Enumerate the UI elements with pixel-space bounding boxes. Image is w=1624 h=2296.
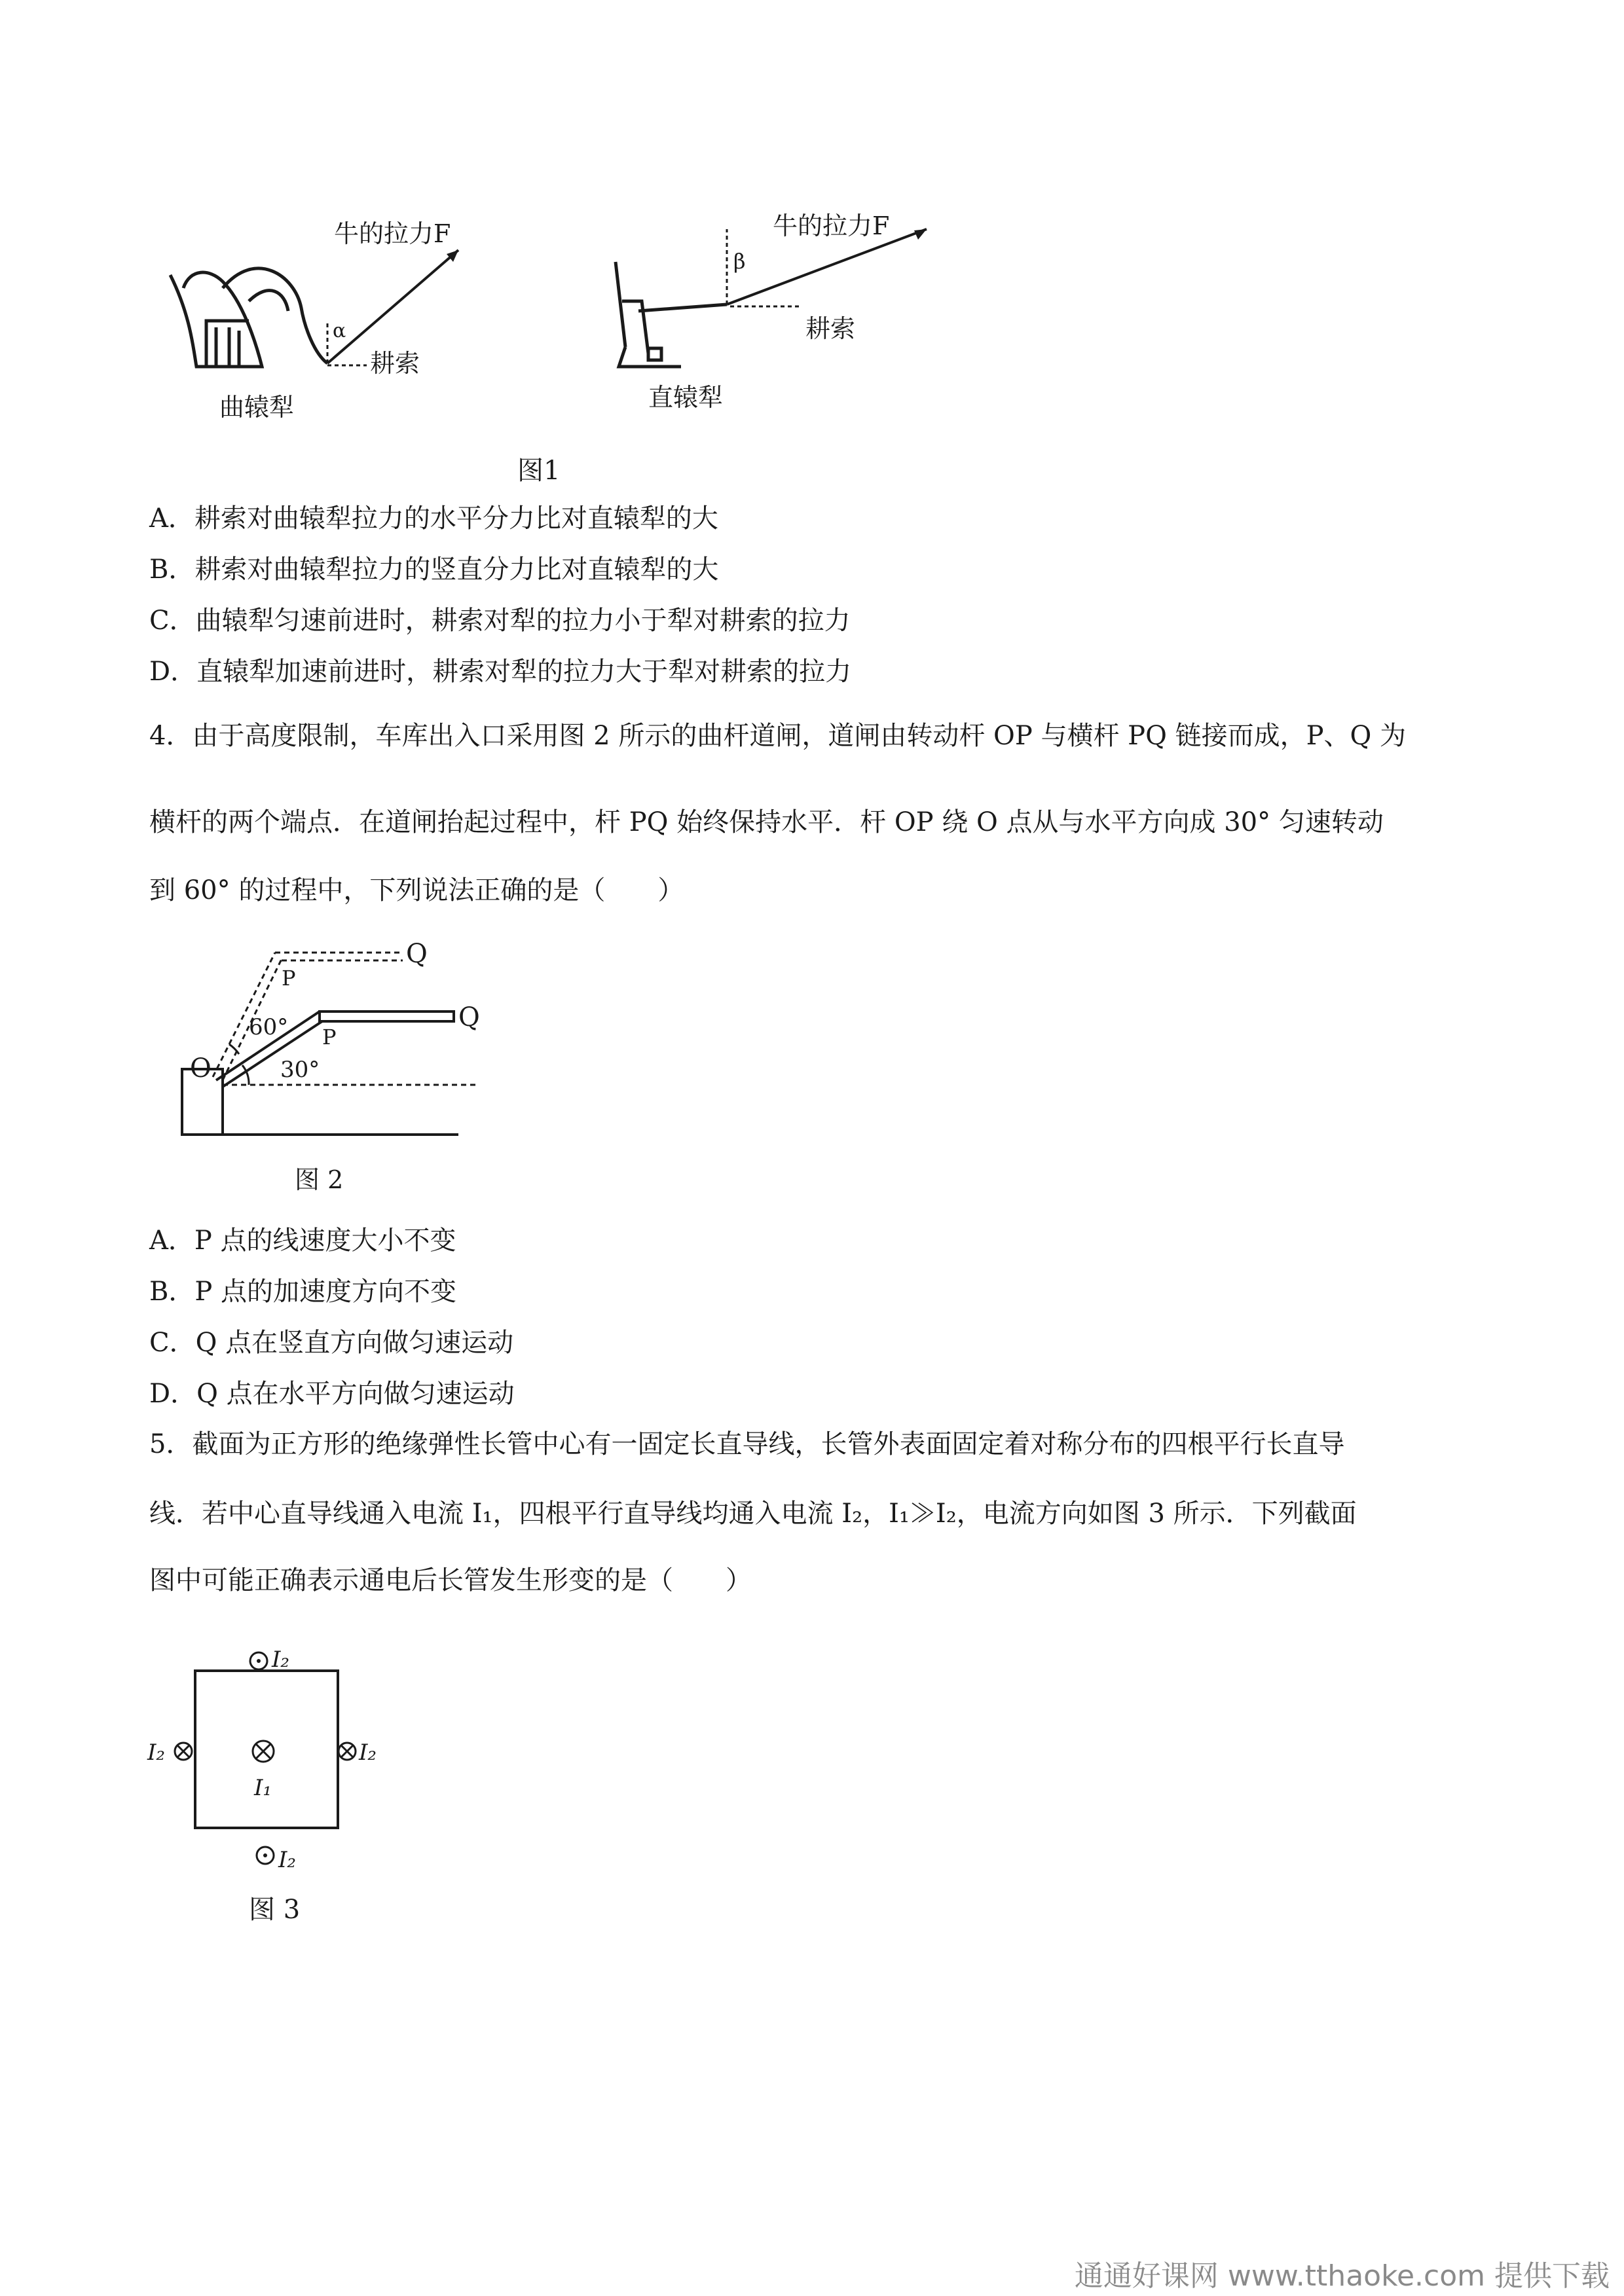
right-plow-name: 直辕犁 <box>648 383 724 412</box>
q5-line-2: 线．若中心直导线通入电流 I₁，四根平行直导线均通入电流 I₂，I₁≫I₂，电流方向如图 3 所示．下列截面 <box>149 1499 1357 1529</box>
q4-option-d: D．Q 点在水平方向做匀速运动 <box>149 1379 515 1409</box>
figure-3-caption: 图 3 <box>249 1895 301 1925</box>
left-current-label: I₂ <box>147 1740 166 1766</box>
angle-60-label: 60° <box>249 1014 289 1040</box>
top-wire-dot-icon <box>250 1652 267 1669</box>
left-rope-label: 耕索 <box>370 349 420 378</box>
left-ox-label: 牛的拉力F <box>334 219 451 248</box>
q4-option-a: A．P 点的线速度大小不变 <box>149 1226 456 1256</box>
rod-pq-low <box>320 1011 454 1021</box>
label-p-top: P <box>282 966 296 991</box>
top-current-label: I₂ <box>272 1647 290 1673</box>
left-rope-line <box>327 250 458 363</box>
right-rope-line <box>727 229 927 304</box>
right-ox-label: 牛的拉力F <box>773 211 890 240</box>
curved-plow-drawing <box>170 268 327 367</box>
label-p-low: P <box>322 1025 337 1049</box>
figure-1-caption: 图1 <box>517 456 561 486</box>
q3-option-b: B．耕索对曲辕犁拉力的竖直分力比对直辕犁的大 <box>149 555 719 585</box>
figure-2-caption: 图 2 <box>295 1165 344 1194</box>
center-current-label: I₁ <box>254 1775 272 1801</box>
q4-line-1: 4．由于高度限制，车库出入口采用图 2 所示的曲杆道闸，道闸由转动杆 OP 与横杆 PQ 链接而成，P、Q 为 <box>149 721 1407 751</box>
q4-line-2: 横杆的两个端点．在道闸抬起过程中，杆 PQ 始终保持水平．杆 OP 绕 O 点从与水平方向成 30° 匀速转动 <box>149 807 1384 837</box>
left-alpha-label: α <box>333 319 346 342</box>
q5-line-3: 图中可能正确表示通电后长管发生形变的是（ ） <box>149 1565 752 1595</box>
angle-arc-60 <box>229 1044 239 1054</box>
q4-option-c: C．Q 点在竖直方向做匀速运动 <box>149 1328 514 1358</box>
q3-option-a: A．耕索对曲辕犁拉力的水平分力比对直辕犁的大 <box>149 503 718 534</box>
label-o: O <box>190 1053 212 1084</box>
left-plow-name: 曲辕犁 <box>219 393 295 422</box>
right-wire-cross-icon <box>339 1743 356 1760</box>
figure-3 <box>144 1624 432 1938</box>
right-rope-label: 耕索 <box>805 314 856 343</box>
bottom-current-label: I₂ <box>278 1847 297 1873</box>
q4-option-b: B．P 点的加速度方向不变 <box>149 1277 457 1307</box>
label-q-low: Q <box>458 1002 480 1032</box>
q4-line-3: 到 60° 的过程中，下列说法正确的是（ ） <box>149 875 684 905</box>
q5-line-1: 5．截面为正方形的绝缘弹性长管中心有一固定长直导线，长管外表面固定着对称分布的四根平行长直导 <box>149 1429 1345 1459</box>
figure-2 <box>151 920 609 1208</box>
q3-option-d: D．直辕犁加速前进时，耕索对犁的拉力大于犁对耕索的拉力 <box>149 657 852 687</box>
angle-arc-30 <box>242 1065 249 1085</box>
q3-option-c: C．曲辕犁匀速前进时，耕索对犁的拉力小于犁对耕索的拉力 <box>149 606 851 636</box>
straight-plow-drawing <box>616 262 727 367</box>
right-beta-label: β <box>733 249 746 274</box>
center-wire-cross-icon <box>253 1741 274 1762</box>
footer-watermark: 通通好课网 www.tthaoke.com 提供下载 <box>1074 2259 1610 2293</box>
figure-1 <box>144 196 1061 498</box>
right-arrow-head-icon <box>914 229 927 240</box>
left-wire-cross-icon <box>175 1743 192 1760</box>
angle-30-label: 30° <box>280 1057 320 1083</box>
right-current-label: I₂ <box>359 1740 377 1766</box>
label-q-top: Q <box>406 939 428 969</box>
bottom-wire-dot-icon <box>257 1847 274 1864</box>
